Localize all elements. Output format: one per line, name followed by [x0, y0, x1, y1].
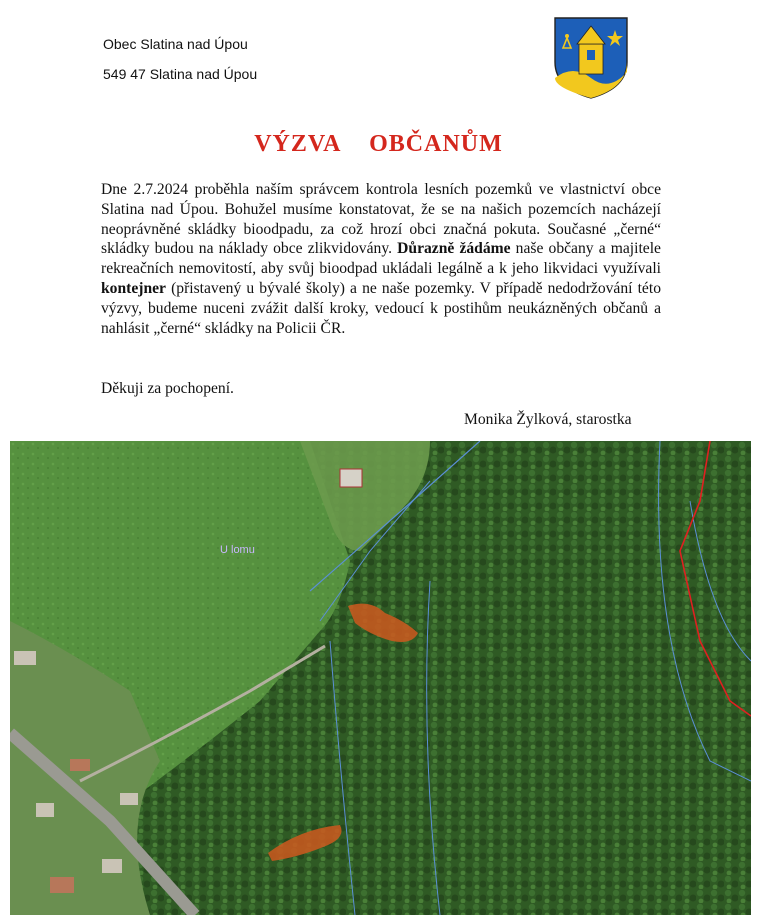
body-text-part1: Dne 2.7.2024 proběhla naším správcem kontrola lesních pozemků ve vlastnictví obce Slatina nad Úpou. Bohužel musíme konstatovat, že se na našich pozemcích nacházejí neoprávněné skládky bioodpadu, za což hrozí obci značná pokuta. Současné „černé“ skládky budou na náklady obce zlikvidovány. [101, 181, 661, 258]
signature: Monika Žylková, starostka [464, 411, 632, 428]
building [340, 469, 362, 487]
closing-line: Děkuji za pochopení. [101, 380, 234, 397]
notice-body [101, 180, 661, 338]
page-title: VÝZVA OBČANŮM [254, 131, 503, 157]
building [14, 651, 36, 665]
aerial-map [10, 441, 751, 915]
building [36, 803, 54, 817]
body-emphasis: Důrazně žádáme [397, 240, 511, 258]
building [120, 793, 138, 805]
municipality-name: Obec Slatina nad Úpou [103, 36, 248, 52]
building [70, 759, 90, 771]
body-text-part3: (přistavený u bývalé školy) a ne naše pozemky. V případě nedodržování této výzvy, budeme nuceni zvážit další kroky, vedoucí k postihům neukázněných občanů a nahlásit „černé“ skládky na Policii ČR. [101, 279, 661, 337]
body-container-word: kontejner [101, 279, 166, 297]
body-text-part2: naše občany a majitele rekreačních nemovitostí, aby svůj bioodpad ukládali legálně a k jeho likvidaci využívali [101, 240, 661, 278]
building [50, 877, 74, 893]
municipality-address: 549 47 Slatina nad Úpou [103, 66, 258, 82]
map-locality-label: U lomu [220, 544, 255, 556]
coat-of-arms-icon [553, 16, 629, 100]
building [102, 859, 122, 873]
